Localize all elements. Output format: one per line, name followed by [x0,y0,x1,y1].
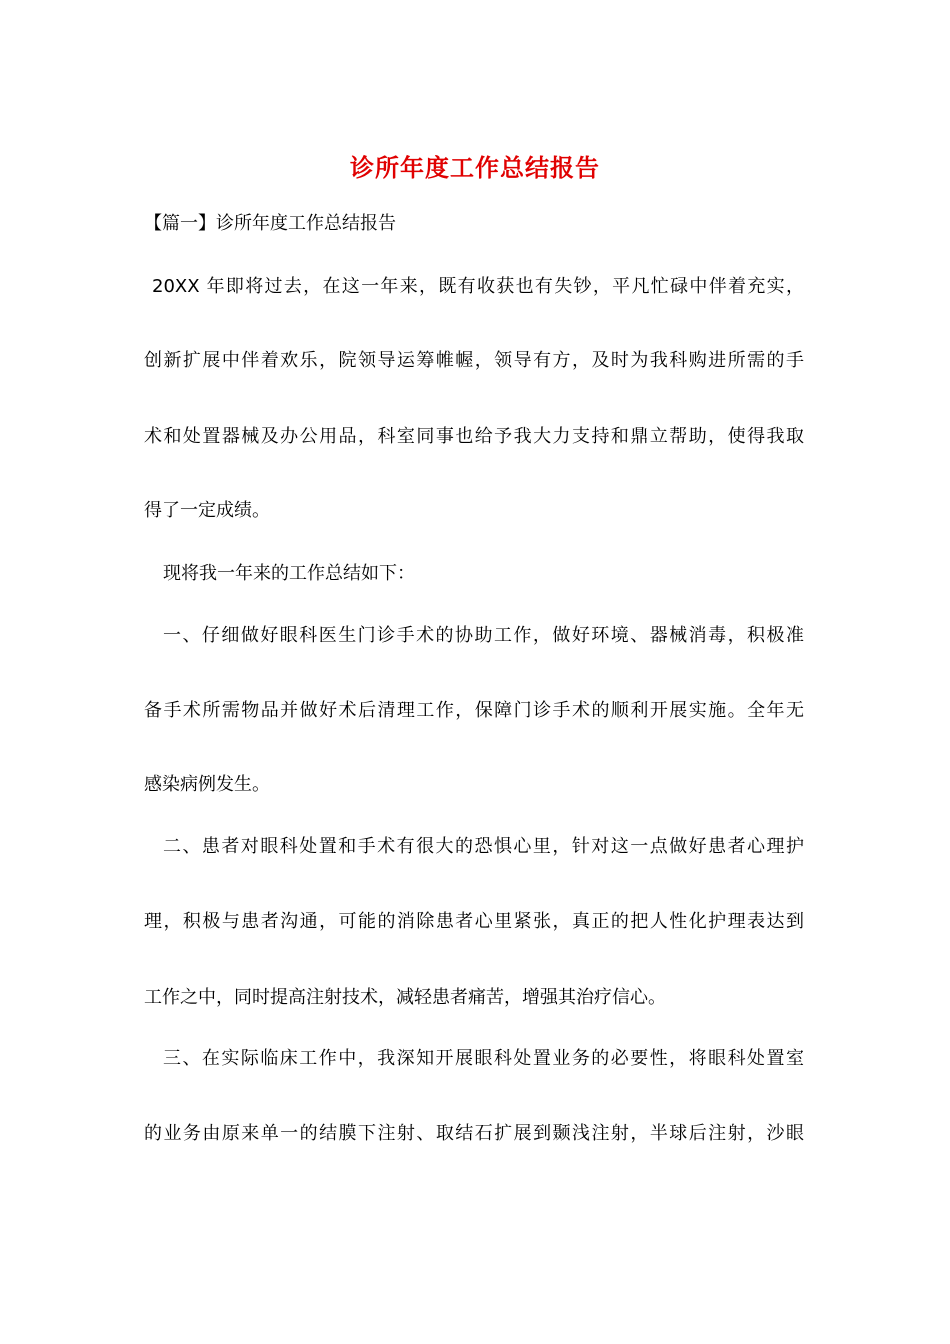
paragraph-line: 三、在实际临床工作中，我深知开展眼科处置业务的必要性，将眼科处置室 [163,1048,804,1069]
document-title: 诊所年度工作总结报告 [350,153,600,182]
paragraph-line: 二、患者对眼科处置和手术有很大的恐惧心里，针对这一点做好患者心理护 [163,836,804,857]
paragraph-line: 的业务由原来单一的结膜下注射、取结石扩展到颞浅注射，半球后注射，沙眼 [144,1123,804,1144]
paragraph-line: 感染病例发生。 [144,774,270,795]
section-heading: 【篇一】诊所年度工作总结报告 [144,213,396,234]
paragraph-line: 现将我一年来的工作总结如下： [163,563,415,584]
paragraph-line: 工作之中，同时提高注射技术，减轻患者痛苦，增强其治疗信心。 [144,987,666,1008]
paragraph-line: 术和处置器械及办公用品，科室同事也给予我大力支持和鼎立帮助，使得我取 [144,426,804,447]
paragraph-line: 一、仔细做好眼科医生门诊手术的协助工作，做好环境、器械消毒，积极准 [163,625,804,646]
paragraph-line: 得了一定成绩。 [144,500,270,521]
paragraph-line: 备手术所需物品并做好术后清理工作，保障门诊手术的顺利开展实施。全年无 [144,700,804,721]
paragraph-line: 创新扩展中伴着欢乐，院领导运筹帷幄，领导有方，及时为我科购进所需的手 [144,350,804,371]
paragraph-line: 20XX 年即将过去，在这一年来，既有收获也有失钞，平凡忙碌中伴着充实， [152,276,804,297]
paragraph-line: 理，积极与患者沟通，可能的消除患者心里紧张，真正的把人性化护理表达到 [144,911,804,932]
